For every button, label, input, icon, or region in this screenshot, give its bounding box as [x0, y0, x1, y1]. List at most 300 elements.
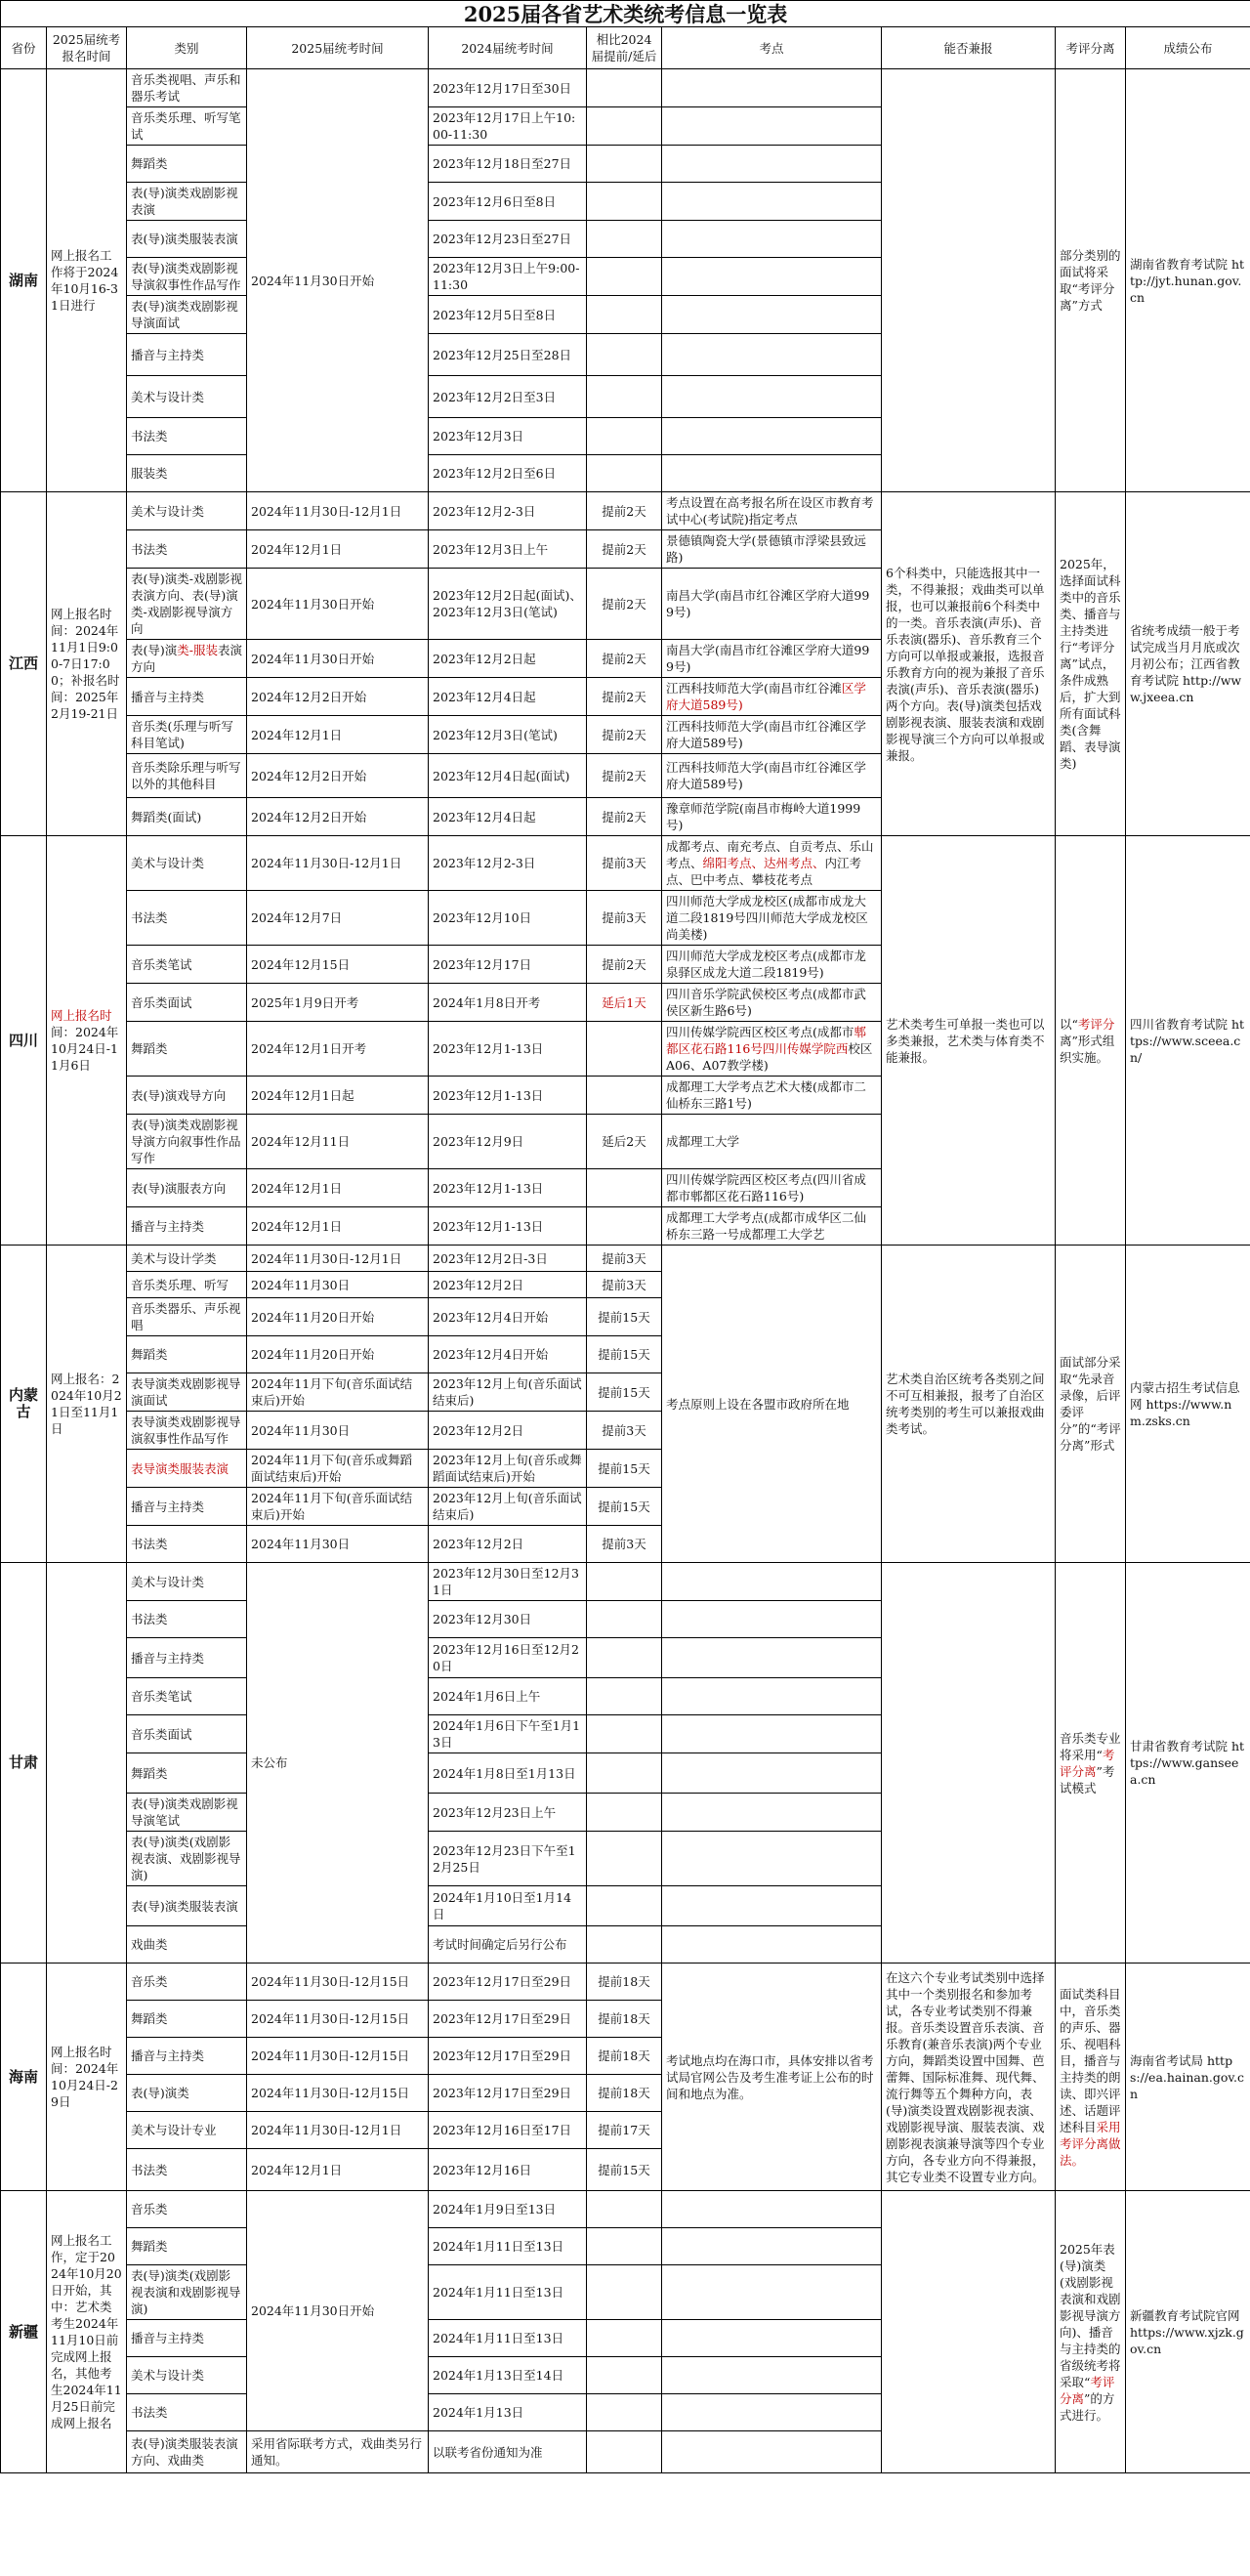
time-2024: 2023年12月2-3日: [429, 492, 587, 530]
exam-site: [662, 334, 882, 376]
category: [127, 2394, 247, 2431]
category-text: 美术与设计类: [131, 389, 205, 404]
category: [127, 1207, 247, 1246]
diff-badge: [587, 1077, 662, 1115]
page-title: 2025届各省艺术类统考信息一览表: [1, 1, 1250, 27]
diff-badge: [587, 146, 662, 183]
time-2024: 2023年12月23日下午至12月25日: [429, 1832, 587, 1886]
table-row: [1, 1246, 1250, 1272]
diff-badge: 提前3天: [587, 891, 662, 946]
category: [127, 69, 247, 107]
eval-separation-kaoping_plain2: 离”形式组织实施。: [1060, 1033, 1115, 1065]
category: [127, 2228, 247, 2265]
time-2024: 2023年12月17日至30日: [429, 69, 587, 107]
diff-badge: [587, 296, 662, 334]
time-2024: 2023年12月9日: [429, 1115, 587, 1169]
diff-badge: 提前15天: [587, 1298, 662, 1336]
time-2024: 2023年12月30日: [429, 1601, 587, 1638]
time-2025: 2024年11月30日-12月1日: [247, 492, 429, 530]
category-text: 舞蹈类: [131, 1041, 168, 1056]
category: [127, 2357, 247, 2394]
eval-separation: [1056, 1563, 1126, 1964]
exam-site-kaodian_red: 区学府大道589号): [666, 681, 866, 712]
category: [127, 640, 247, 678]
category: [127, 1638, 247, 1678]
diff-badge: [587, 2357, 662, 2394]
time-2024: 2023年12月4日起: [429, 798, 587, 836]
diff-badge: 提前17天: [587, 2112, 662, 2149]
dual-apply-rule: [882, 69, 1056, 492]
time-2025: 2024年12月1日: [247, 530, 429, 569]
time-2025: 2024年12月2日开始: [247, 754, 429, 798]
category: [127, 798, 247, 836]
diff-badge: [587, 2228, 662, 2265]
time-2025: 2024年12月1日起: [247, 1077, 429, 1115]
exam-site: [662, 798, 882, 836]
diff-badge: 提前15天: [587, 1373, 662, 1412]
time-2024: 以联考省份通知为准: [429, 2431, 587, 2473]
diff-badge: 提前2天: [587, 569, 662, 640]
category: [127, 836, 247, 891]
province-name: 甘肃: [1, 1563, 47, 1964]
time-2024: 2023年12月2日-3日: [429, 1246, 587, 1272]
score-release: 甘肃省教育考试院 https://www.ganseea.cn: [1126, 1563, 1250, 1964]
dual-apply-rule: [882, 1563, 1056, 1964]
exam-site-kaodian_red: 绵阳考点、达州考点、: [702, 856, 825, 870]
category: [127, 1715, 247, 1753]
diff-badge: 提前2天: [587, 754, 662, 798]
category-text: 音乐类面试: [131, 994, 192, 1010]
table-row: [1, 1563, 1250, 1601]
time-2025: 2024年12月15日: [247, 946, 429, 984]
exam-site-text: 江西科技师范大学(南昌市红谷滩区学府大道589号): [666, 760, 866, 791]
category-text: 表(导)演类: [131, 2086, 189, 2100]
category: [127, 1022, 247, 1077]
category: [127, 1753, 247, 1794]
registration-time: [47, 1563, 127, 1964]
diff-badge: [587, 1207, 662, 1246]
score-release: 省统考成绩一般于考试完成当月月底或次月初公布；江西省教育考试院 http://www.jxeea.cn: [1126, 492, 1250, 836]
category-text: 表(导)演类(戏剧影视表演和戏剧影视导演): [131, 2268, 241, 2316]
exam-site: [662, 455, 882, 492]
category-text: 舞蹈类: [131, 1347, 168, 1362]
diff-badge: 提前3天: [587, 1412, 662, 1450]
time-2025: 2024年11月30日: [247, 1526, 429, 1563]
diff-badge: [587, 2431, 662, 2473]
category: [127, 716, 247, 754]
time-2024: 2023年12月6日至8日: [429, 183, 587, 221]
category-text: 舞蹈类(面试): [131, 809, 202, 824]
time-2025: 2024年11月30日开始: [247, 2191, 429, 2431]
exam-site: [662, 1832, 882, 1886]
diff-badge: [587, 2320, 662, 2357]
category-cat_red: 表导演类服装表演: [131, 1460, 229, 1476]
category-text: 表导演类戏剧影视导演面试: [131, 1376, 241, 1408]
time-2024: 2023年12月4日起: [429, 678, 587, 716]
category: [127, 2191, 247, 2228]
category-text: 播音与主持类: [131, 1499, 205, 1514]
eval-separation-kaoping_plain2: ”考试模式: [1060, 1763, 1115, 1795]
header-cell: 考评分离: [1056, 27, 1126, 69]
exam-site-text: 四川师范大学成龙校区(成都市成龙大道二段1819号四川师范大学成龙校区尚美楼): [666, 894, 868, 942]
category: [127, 569, 247, 640]
dual-apply-rule: 在这六个专业考试类别中选择其中一个类别报名和参加考试，各专业考试类别不得兼报。音乐类设置音乐表演、音乐教育(兼音乐表演)两个专业方向，舞蹈类设置中国舞、芭蕾舞、国际标准舞、现代舞、流行舞等五个舞种方向，表(导)演类设置戏剧影视表演、戏剧影视导演、服装表演、戏剧影视表演兼导演等四个专业方向，各专业方向不得兼报，其它专业类不设置专业方向。: [882, 1964, 1056, 2191]
eval-separation-kaoping_red: 考评分: [1077, 1016, 1115, 1032]
province-name: 新疆: [1, 2191, 47, 2473]
category: [127, 1886, 247, 1926]
category-text: 音乐类除乐理与听写以外的其他科目: [131, 760, 241, 791]
time-2024: 2023年12月3日上午9:00-11:30: [429, 258, 587, 296]
exam-site: [662, 984, 882, 1022]
score-release: 四川省教育考试院 https://www.sceea.cn/: [1126, 836, 1250, 1246]
exam-site: [662, 716, 882, 754]
exam-site: [662, 1638, 882, 1678]
registration-text: 网上报名：2024年10月21日至11月1日: [51, 1372, 122, 1436]
time-2024: 2024年1月6日下午至1月13日: [429, 1715, 587, 1753]
category-text: 表(导)演服表方向: [131, 1180, 227, 1196]
time-2024: 2023年12月3日上午: [429, 530, 587, 569]
category: [127, 1488, 247, 1526]
exam-site: [662, 891, 882, 946]
registration-reg_red: 网上报名时: [51, 1008, 112, 1023]
category-text: 服装类: [131, 466, 168, 481]
category: [127, 2075, 247, 2112]
category-cat_red: 类-服装: [177, 643, 218, 657]
eval-separation: [1056, 1964, 1126, 2191]
diff-badge: [587, 1886, 662, 1926]
category-text: 表(导)演类-戏剧影视表演方向、表(导)演类-戏剧影视导演方向: [131, 571, 242, 636]
exam-site: [662, 1601, 882, 1638]
exam-site: [662, 1794, 882, 1832]
category-text: 表(导)演类服装表演: [131, 232, 238, 246]
exam-site-kaodian_tail: 内江考点、巴中考点、攀枝花考点: [666, 856, 862, 887]
diff-badge: 提前3天: [587, 1526, 662, 1563]
category-text: 播音与主持类: [131, 2048, 205, 2063]
category: [127, 754, 247, 798]
exam-site: [662, 754, 882, 798]
category: [127, 2112, 247, 2149]
diff-badge: 延后1天: [587, 984, 662, 1022]
category-text: 美术与设计类: [131, 1574, 205, 1589]
category-text: 表(导)演类(戏剧影视表演、戏剧影视导演): [131, 1835, 241, 1882]
table-row: [1, 69, 1250, 107]
exam-site-text: 江西科技师范大学(南昌市红谷滩区学府大道589号): [666, 719, 866, 750]
exam-site: [662, 530, 882, 569]
category-text: 书法类: [131, 1537, 168, 1551]
time-2025: 2024年11月下旬(音乐面试结束后)开始: [247, 1373, 429, 1412]
header-cell: 2025届统考报名时间: [47, 27, 127, 69]
score-release: 湖南省教育考试院 http://jyt.hunan.gov.cn: [1126, 69, 1250, 492]
category-text: 表(导)演类戏剧影视导演面试: [131, 299, 238, 330]
time-2025: 2024年11月30日: [247, 1272, 429, 1298]
category: [127, 1832, 247, 1886]
diff-badge: 提前2天: [587, 798, 662, 836]
exam-site: [662, 376, 882, 418]
time-2024: 2023年12月18日至27日: [429, 146, 587, 183]
registration-text: 网上报名工作将于2024年10月16-31日进行: [51, 248, 119, 313]
exam-site-text: 四川音乐学院武侯校区考点(成都市武侯区新生路6号): [666, 987, 866, 1018]
time-2024: 2023年12月23日至27日: [429, 221, 587, 258]
time-2024: 2023年12月2日至3日: [429, 376, 587, 418]
exam-site: [662, 221, 882, 258]
category: [127, 1336, 247, 1373]
exam-site: [662, 2431, 882, 2473]
category: [127, 1373, 247, 1412]
registration-time: [47, 1246, 127, 1563]
category-text: 表(导)演类戏剧影视导演笔试: [131, 1796, 238, 1828]
category-cat_tail: 表演方向: [131, 643, 243, 674]
diff-badge: [587, 2265, 662, 2320]
diff-badge: [587, 2191, 662, 2228]
time-2024: 2023年12月2日起(面试)、2023年12月3日(笔试): [429, 569, 587, 640]
category-text: 舞蹈类: [131, 156, 168, 171]
time-2024: 2023年12月17日至29日: [429, 2001, 587, 2038]
category-text: 戏曲类: [131, 1937, 168, 1952]
category-text: 音乐类面试: [131, 1726, 192, 1742]
registration-time: [47, 492, 127, 836]
time-2024: 2023年12月30日至12月31日: [429, 1563, 587, 1601]
time-2024: 2024年1月13日至14日: [429, 2357, 587, 2394]
diff-badge: 提前15天: [587, 1488, 662, 1526]
time-2025: 2024年12月2日开始: [247, 798, 429, 836]
diff-badge: [587, 1832, 662, 1886]
time-2024: 2023年12月3日: [429, 418, 587, 455]
category-text: 音乐类笔试: [131, 956, 192, 972]
category-text: 音乐类笔试: [131, 1689, 192, 1704]
exam-site-kaodian_tail: 校区A06、A07教学楼): [666, 1041, 873, 1073]
header-cell: 相比2024届提前/延后: [587, 27, 662, 69]
exam-site: [662, 1563, 882, 1601]
eval-separation: [1056, 1246, 1126, 1563]
diff-badge: 延后2天: [587, 1115, 662, 1169]
time-2024: 2023年12月2-3日: [429, 836, 587, 891]
diff-badge: 提前15天: [587, 1450, 662, 1488]
category-text: 音乐类(乐理与听写科目笔试): [131, 719, 233, 750]
category-text: 播音与主持类: [131, 1218, 205, 1234]
category-text: 播音与主持类: [131, 1650, 205, 1666]
category-text: 播音与主持类: [131, 2331, 205, 2345]
exam-site-text: 南昌大学(南昌市红谷滩区学府大道999号): [666, 643, 870, 674]
header-cell: 考点: [662, 27, 882, 69]
diff-badge: 提前15天: [587, 1336, 662, 1373]
time-2024: 2023年12月25日至28日: [429, 334, 587, 376]
exam-site-kaodian_red: 郫都区花石路116号四川传媒学院西: [666, 1025, 866, 1056]
category: [127, 1246, 247, 1272]
exam-site-kaodian_plain: 江西科技师范大学(南昌市红谷滩: [666, 681, 842, 696]
category-text: 播音与主持类: [131, 347, 205, 362]
category-text: 书法类: [131, 541, 168, 557]
time-2024: 2023年12月1-13日: [429, 1022, 587, 1077]
eval-separation-kaoping_red: 考评分离: [1060, 1747, 1115, 1779]
eval-separation: [1056, 69, 1126, 492]
diff-badge: [587, 1794, 662, 1832]
time-2024: 2023年12月17日: [429, 946, 587, 984]
exam-site: [662, 296, 882, 334]
header-cell: 2024届统考时间: [429, 27, 587, 69]
exam-site: [662, 836, 882, 891]
diff-badge: 提前3天: [587, 1246, 662, 1272]
diff-badge: [587, 1169, 662, 1207]
time-2024: 2023年12月2日起: [429, 640, 587, 678]
time-2024: 2023年12月16日: [429, 2149, 587, 2191]
eval-separation-kaoping_plain1: 以“: [1060, 1016, 1078, 1032]
category: [127, 376, 247, 418]
time-2025: 未公布: [247, 1563, 429, 1964]
dual-apply-rule: 6个科类中，只能选报其中一类，不得兼报；戏曲类可以单报，也可以兼报前6个科类中的一类。音乐表演(声乐)、音乐表演(器乐)、音乐教育三个方向可以单报或兼报，选报音乐教育方向的视为兼报了音乐表演(声乐)、音乐表演(器乐)两个方向。表(导)演类包括戏剧影视表演、服装表演和戏剧影视导演三个方向可以单报或兼报。: [882, 492, 1056, 836]
exam-site-text: 成都理工大学: [666, 1134, 740, 1149]
exam-site: [662, 569, 882, 640]
time-2024: 2023年12月16日至17日: [429, 2112, 587, 2149]
exam-site-text: 四川传媒学院西区校区考点(四川省成都市郫都区花石路116号): [666, 1172, 866, 1204]
registration-time: [47, 69, 127, 492]
diff-badge: 提前18天: [587, 1964, 662, 2001]
time-2024: 2024年1月11日至13日: [429, 2320, 587, 2357]
eval-separation: [1056, 492, 1126, 836]
category-text: 美术与设计类: [131, 503, 205, 519]
category-text: 书法类: [131, 1612, 168, 1626]
time-2024: 2023年12月3日(笔试): [429, 716, 587, 754]
diff-badge: 提前2天: [587, 640, 662, 678]
category-text: 音乐类乐理、听写: [131, 1277, 229, 1292]
category: [127, 418, 247, 455]
registration-text: 网上报名时间：2024年10月24日-29日: [51, 2045, 119, 2109]
dual-apply-rule: 艺术类考生可单报一类也可以多类兼报，艺术类与体育类不能兼报。: [882, 836, 1056, 1246]
category: [127, 1115, 247, 1169]
time-2024: 2023年12月4日开始: [429, 1298, 587, 1336]
category-text: 舞蹈类: [131, 2239, 168, 2254]
eval-separation: [1056, 2191, 1126, 2473]
time-2025: 2024年12月11日: [247, 1115, 429, 1169]
exam-site: [662, 946, 882, 984]
time-2025: 2024年11月30日开始: [247, 640, 429, 678]
time-2024: 2024年1月11日至13日: [429, 2265, 587, 2320]
time-2025: 2024年12月1日: [247, 1169, 429, 1207]
category-text: 书法类: [131, 2405, 168, 2420]
time-2024: 2024年1月6日上午: [429, 1678, 587, 1715]
time-2025: 2024年12月7日: [247, 891, 429, 946]
exam-site: [662, 69, 882, 107]
category: [127, 1926, 247, 1964]
score-release: 内蒙古招生考试信息网 https://www.nm.zsks.cn: [1126, 1246, 1250, 1563]
dual-apply-rule: [882, 2191, 1056, 2473]
diff-badge: [587, 455, 662, 492]
time-2024: 2024年1月13日: [429, 2394, 587, 2431]
time-2024: 2024年1月8日至1月13日: [429, 1753, 587, 1794]
category: [127, 1563, 247, 1601]
time-2024: 2023年12月4日开始: [429, 1336, 587, 1373]
time-2024: 2023年12月16日至12月20日: [429, 1638, 587, 1678]
category-text: 表(导)演类戏剧影视导演叙事性作品写作: [131, 261, 241, 292]
time-2025: 2024年12月2日开始: [247, 678, 429, 716]
category: [127, 2431, 247, 2473]
category-text: 音乐类器乐、声乐视唱: [131, 1301, 241, 1332]
exam-site-text: 南昌大学(南昌市红谷滩区学府大道999号): [666, 588, 870, 619]
score-release: 海南省考试局 https://ea.hainan.gov.cn: [1126, 1964, 1250, 2191]
category: [127, 2149, 247, 2191]
category: [127, 296, 247, 334]
category: [127, 946, 247, 984]
category-text: 音乐类乐理、听写笔试: [131, 110, 241, 142]
exam-site: 考试地点均在海口市，具体安排以省考试局官网公告及考生准考证上公布的时间和地点为准。: [662, 1964, 882, 2191]
category-text: 舞蹈类: [131, 2011, 168, 2026]
time-2024: 2023年12月17日上午10:00-11:30: [429, 107, 587, 146]
exam-site: [662, 2320, 882, 2357]
time-2024: 2023年12月2日: [429, 1272, 587, 1298]
exam-site: [662, 1207, 882, 1246]
category-cat_plain: 表(导)演: [131, 643, 178, 657]
exam-site: [662, 492, 882, 530]
category: [127, 258, 247, 296]
header-cell: 成绩公布: [1126, 27, 1250, 69]
time-2025: 2024年11月20日开始: [247, 1336, 429, 1373]
exam-site-text: 豫章师范学院(南昌市梅岭大道1999号): [666, 801, 861, 832]
time-2024: 2023年12月17日至29日: [429, 2038, 587, 2075]
diff-badge: [587, 2394, 662, 2431]
category-text: 美术与设计类: [131, 2368, 205, 2383]
header-cell: 省份: [1, 27, 47, 69]
exam-site: [662, 107, 882, 146]
diff-badge: 提前2天: [587, 530, 662, 569]
category: [127, 678, 247, 716]
category: [127, 1794, 247, 1832]
time-2024: 2023年12月1-13日: [429, 1169, 587, 1207]
diff-badge: [587, 1601, 662, 1638]
eval-separation-kaoping_plain: 面试类科目中，音乐类的声乐、器乐、视唱科目，播音与主持类的朗读、即兴评述、话题评述科目: [1060, 1986, 1121, 2134]
category: [127, 1601, 247, 1638]
diff-badge: [587, 1638, 662, 1678]
category: [127, 1272, 247, 1298]
diff-badge: [587, 107, 662, 146]
exam-site: [662, 2191, 882, 2228]
category: [127, 530, 247, 569]
province-name: 四川: [1, 836, 47, 1246]
time-2024: 2023年12月10日: [429, 891, 587, 946]
category-text: 书法类: [131, 2162, 168, 2177]
diff-badge: 提前2天: [587, 716, 662, 754]
exam-site: [662, 418, 882, 455]
exam-site: [662, 183, 882, 221]
exam-site: [662, 1115, 882, 1169]
exam-site: [662, 1077, 882, 1115]
eval-separation-kaoping_red: 考评分离: [1060, 2374, 1115, 2406]
time-2025: 2024年11月30日-12月1日: [247, 836, 429, 891]
exam-site: [662, 1169, 882, 1207]
category: [127, 1412, 247, 1450]
category-text: 表导演类戏剧影视导演叙事性作品写作: [131, 1415, 241, 1446]
eval-separation-kaoping_plain1: 2025年表(导)演类(戏剧影视表演和戏剧影视导演方向)、播音与主持类的省级统考将采取“: [1060, 2241, 1121, 2389]
category-text: 美术与设计专业: [131, 2123, 217, 2137]
exam-site-text: 成都理工大学考点艺术大楼(成都市二仙桥东三路1号): [666, 1079, 866, 1111]
diff-badge: 提前2天: [587, 492, 662, 530]
category: [127, 146, 247, 183]
exam-site-text: 四川师范大学成龙校区考点(成都市龙泉驿区成龙大道二段1819号): [666, 949, 866, 980]
eval-separation-text: 部分类别的面试将采取“考评分离”方式: [1060, 248, 1121, 313]
time-2024: 2023年12月17日至29日: [429, 1964, 587, 2001]
exam-site: [662, 1022, 882, 1077]
time-2024: 2023年12月上旬(音乐面试结束后): [429, 1373, 587, 1412]
diff-badge: [587, 1678, 662, 1715]
time-2025: 2024年11月30日: [247, 1412, 429, 1450]
exam-site: [662, 2394, 882, 2431]
category-text: 表(导)演类服装表演: [131, 1898, 238, 1914]
diff-badge: [587, 376, 662, 418]
registration-text: 网上报名工作，定于2024年10月20日开始，其中：艺术类考生2024年11月10日前完成网上报名，其他考生2024年11月25日前完成网上报名: [51, 2233, 122, 2430]
time-2024: 2023年12月上旬(音乐或舞蹈面试结束后)开始: [429, 1450, 587, 1488]
category: [127, 107, 247, 146]
category: [127, 1678, 247, 1715]
diff-badge: [587, 1715, 662, 1753]
diff-badge: 提前2天: [587, 678, 662, 716]
